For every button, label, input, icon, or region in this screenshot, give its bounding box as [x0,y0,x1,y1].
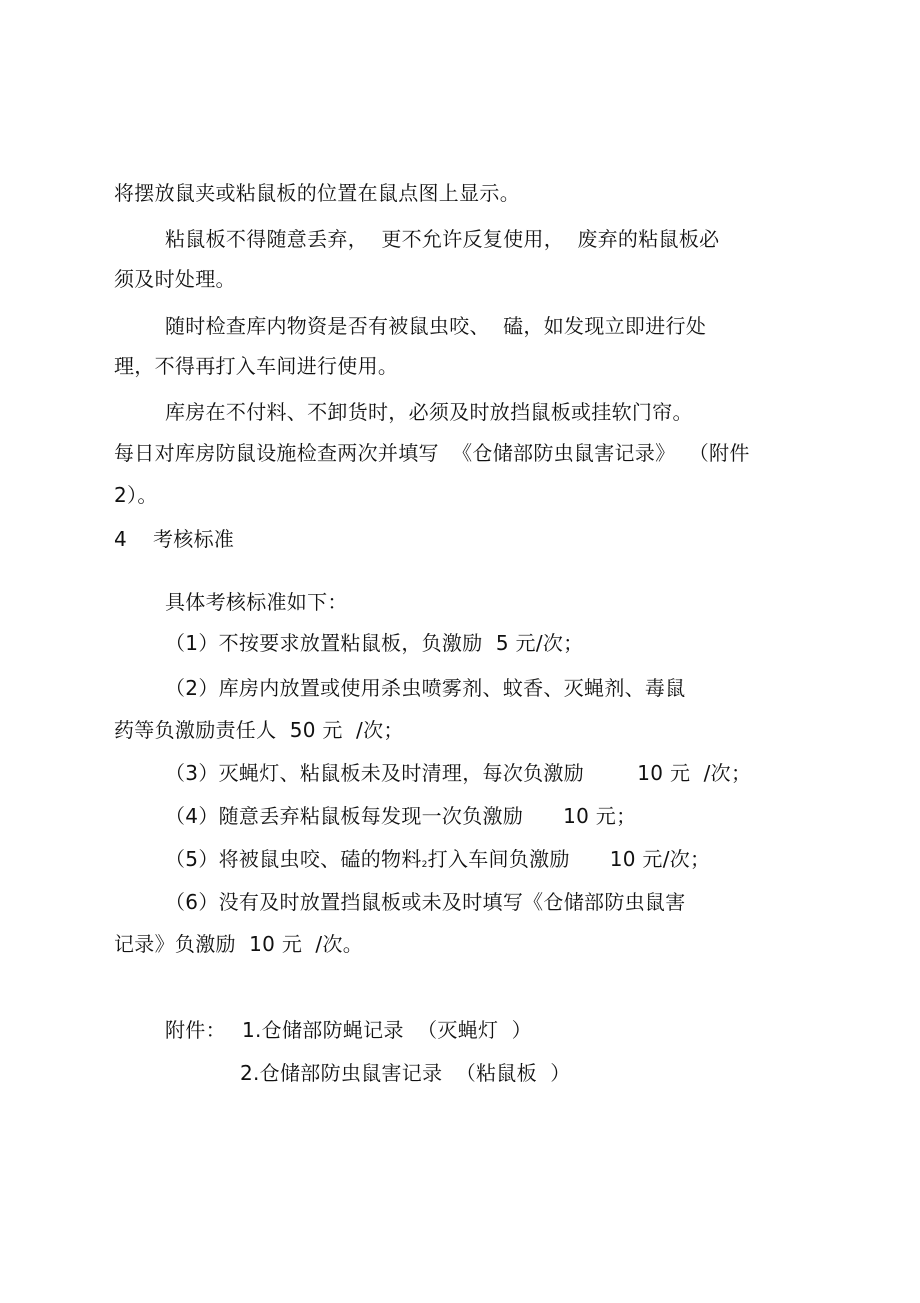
standard-item: 药等负激励责任人 50 元 /次； [114,718,404,742]
paragraph-line: 2）。 [114,483,158,507]
attachment-item: 2.仓储部防虫鼠害记录 （粘鼠板 ） [240,1061,571,1085]
paragraph-line: 理，不得再打入车间进行使用。 [114,354,399,378]
standard-item: （3）灭蝇灯、粘鼠板未及时清理，每次负激励 10 元 /次； [165,761,752,785]
section-number: 4 [114,527,128,551]
standard-item: （4）随意丢弃粘鼠板每发现一次负激励 10 元； [165,804,637,828]
paragraph-line: 库房在不付料、不卸货时，必须及时放挡鼠板或挂软门帘。 [165,400,693,424]
paragraph-line: 须及时处理。 [114,267,236,291]
paragraph-line: 粘鼠板不得随意丢弃， 更不允许反复使用， 废弃的粘鼠板必 [165,227,720,251]
standard-item: 记录》负激励 10 元 /次。 [114,932,364,956]
standard-item: （1）不按要求放置粘鼠板，负激励 5 元/次； [165,631,584,655]
standard-item-text: （5）将被鼠虫咬、磕的物料 [165,847,422,871]
standard-item: （2）库房内放置或使用杀虫喷雾剂、蚊香、灭蝇剂、毒鼠 [165,676,686,700]
paragraph-line: 每日对库房防鼠设施检查两次并填写 《仓储部防虫鼠害记录》 （附件 [114,441,750,465]
standards-intro: 具体考核标准如下： [165,590,348,614]
standard-item [165,846,710,878]
attachments-label: 附件： [165,1018,226,1042]
standard-item-text: 打入车间负激励 10 元/次； [427,847,711,871]
paragraph-line: 随时检查库内物资是否有被鼠虫咬、 磕，如发现立即进行处 [165,314,707,338]
section-title: 考核标准 [153,527,235,551]
page-number: 2 [421,860,428,870]
standard-item: （6）没有及时放置挡鼠板或未及时填写《仓储部防虫鼠害 [165,890,686,914]
paragraph-line: 将摆放鼠夹或粘鼠板的位置在鼠点图上显示。 [114,181,520,205]
attachment-item: 1.仓储部防蝇记录 （灭蝇灯 ） [242,1018,532,1042]
